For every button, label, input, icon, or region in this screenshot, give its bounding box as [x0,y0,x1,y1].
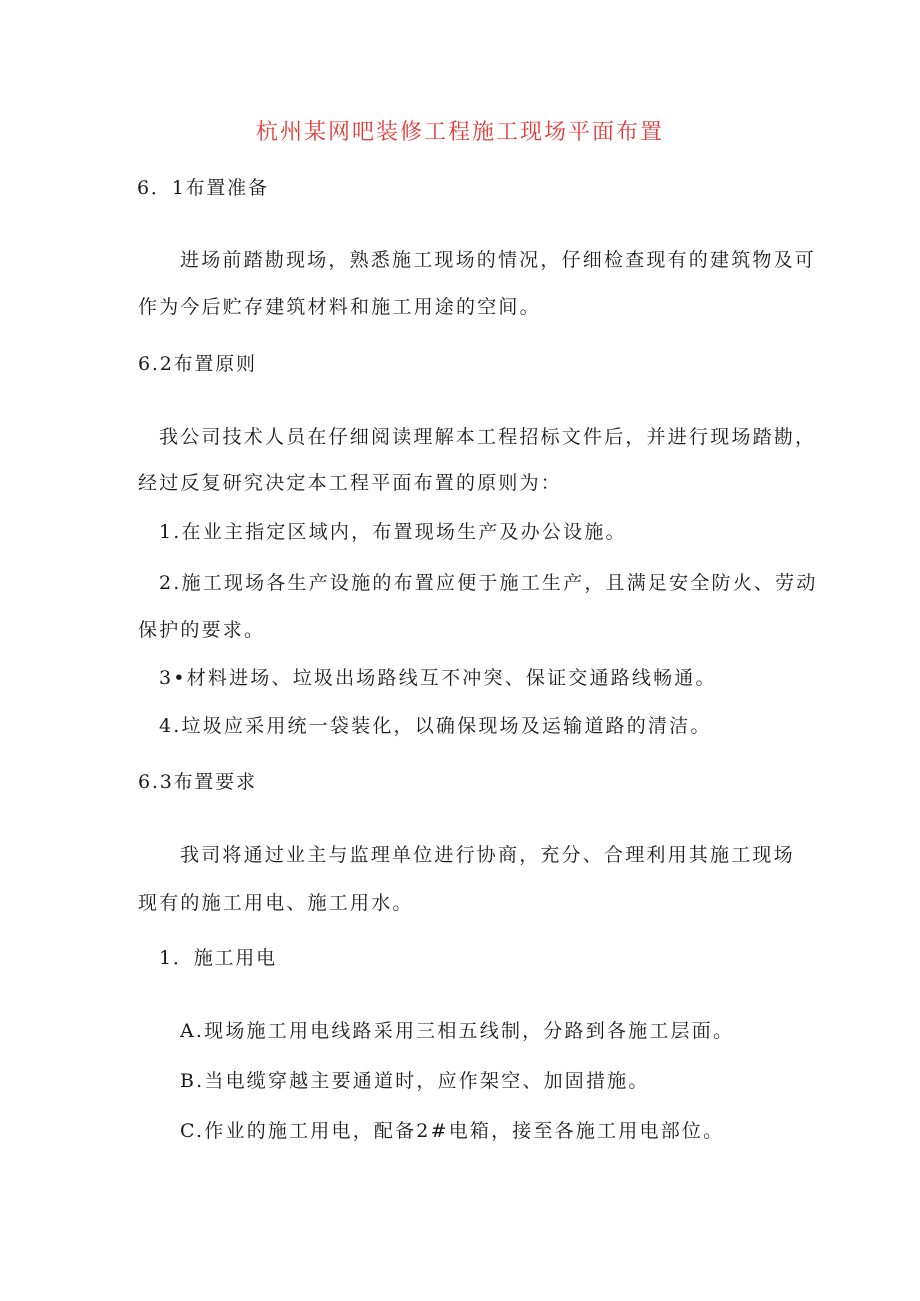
paragraph-line: 我司将通过业主与监理单位进行协商，充分、合理利用其施工现场 [180,844,795,866]
paragraph-line: 经过反复研究决定本工程平面布置的原则为： [138,472,563,494]
section-heading-6-1: 6．1布置准备 [137,177,269,199]
list-item: 4.垃圾应采用统一袋装化，以确保现场及运输道路的清洁。 [159,715,712,737]
paragraph-line: 作为今后贮存建筑材料和施工用途的空间。 [138,296,541,318]
paragraph-line: 我公司技术人员在仔细阅读理解本工程招标文件后，并进行现场踏勘， [159,426,817,448]
subheading-power: 1．施工用电 [159,947,277,969]
section-heading-6-2: 6.2布置原则 [138,353,257,375]
list-item: A.现场施工用电线路采用三相五线制，分路到各施工层面。 [180,1020,735,1042]
list-item: 2.施工现场各生产设施的布置应便于施工生产，且满足安全防火、劳动 [159,572,818,594]
list-item: C.作业的施工用电，配备2#电箱，接至各施工用电部位。 [180,1120,725,1142]
list-item: B.当电缆穿越主要通道时，应作架空、加固措施。 [180,1070,650,1092]
list-item: 3•材料进场、垃圾出场路线互不冲突、保证交通路线畅通。 [159,667,717,689]
paragraph-line: 进场前踏勘现场，熟悉施工现场的情况，仔细检查现有的建筑物及可 [180,249,817,271]
list-item-continuation: 保护的要求。 [138,619,266,641]
section-heading-6-3: 6.3布置要求 [138,771,257,793]
document-title: 杭州某网吧装修工程施工现场平面布置 [255,120,664,145]
paragraph-line: 现有的施工用电、施工用水。 [138,892,414,914]
list-item: 1.在业主指定区域内，布置现场生产及办公设施。 [159,521,627,543]
